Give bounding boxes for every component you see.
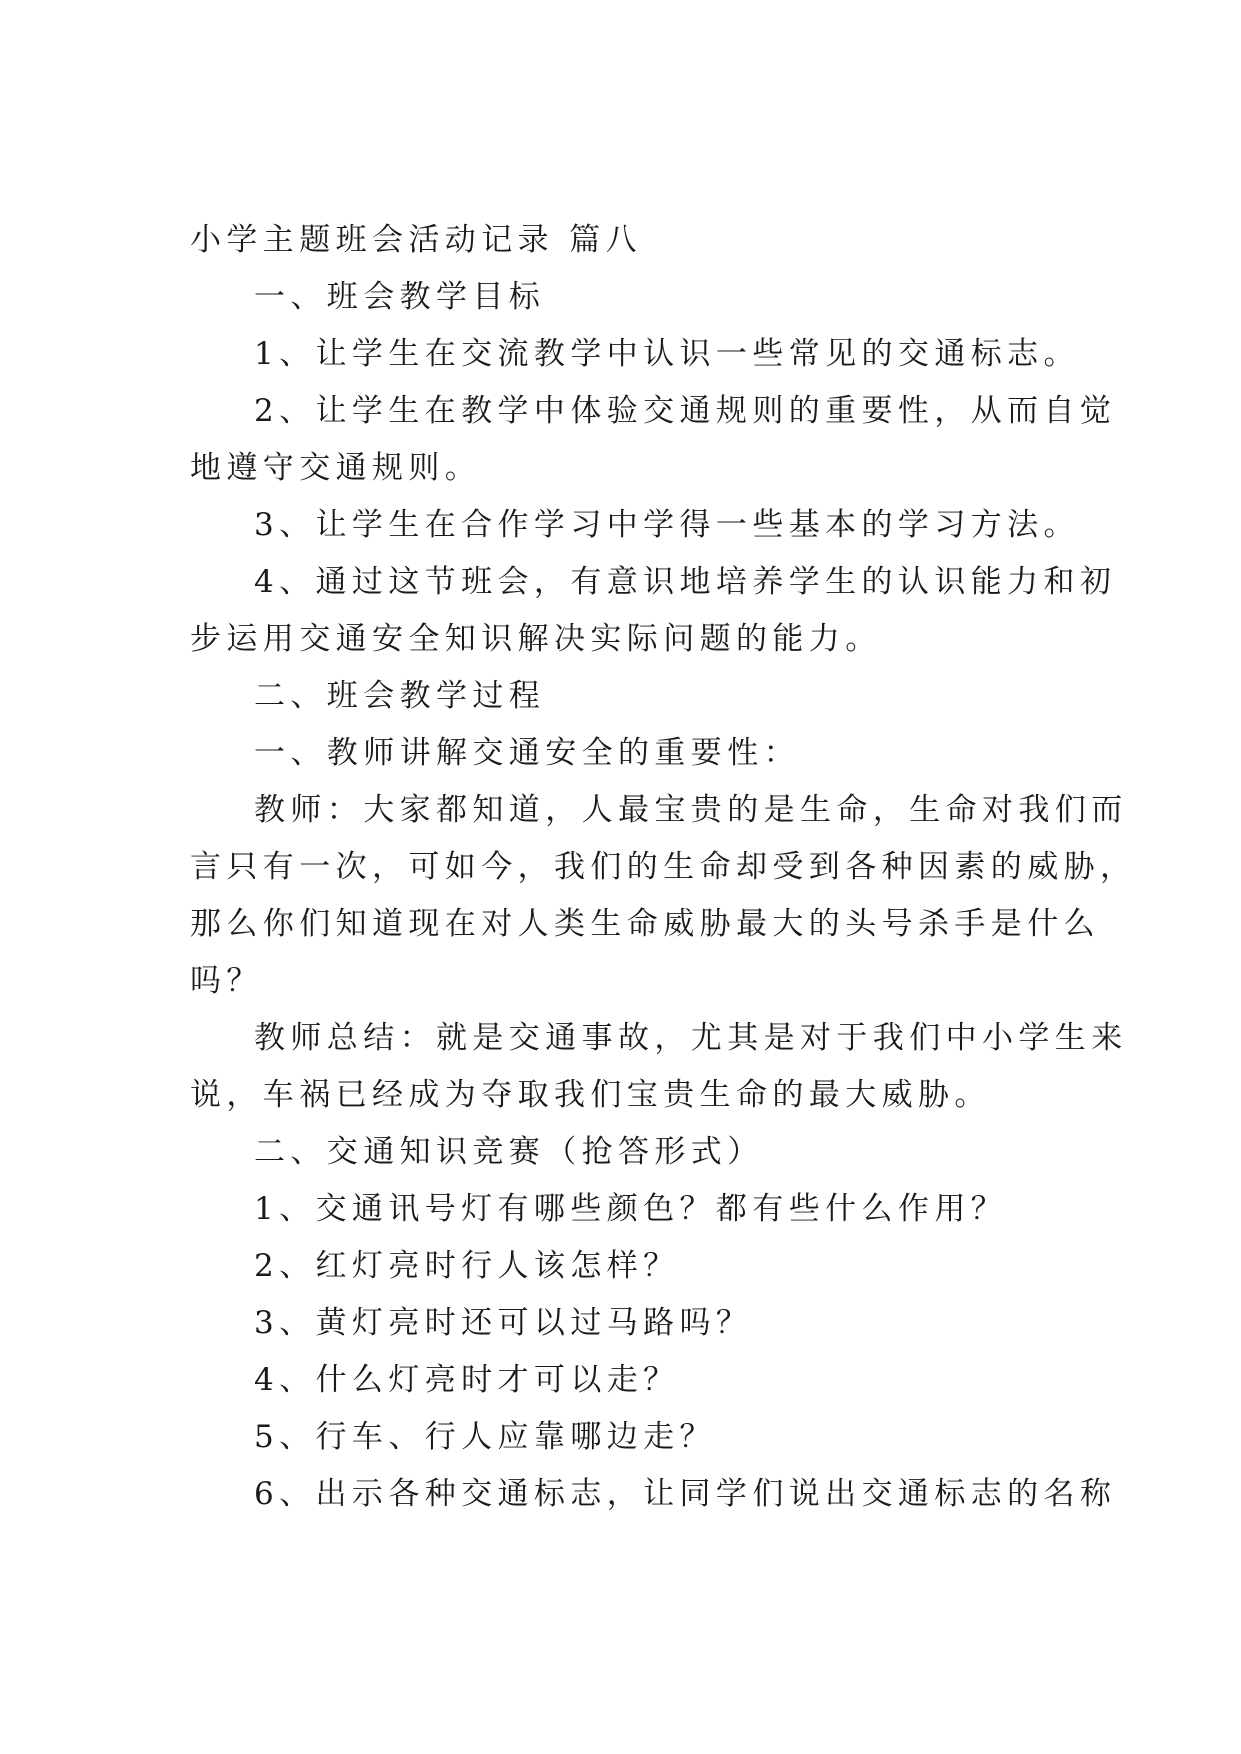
list-item: 1、交通讯号灯有哪些颜色？都有些什么作用？ xyxy=(254,1191,1008,1227)
paragraph-line: 说，车祸已经成为夺取我们宝贵生命的最大威胁。 xyxy=(190,1077,991,1113)
section-heading: 一、班会教学目标 xyxy=(254,279,546,315)
list-item: 2、红灯亮时行人该怎样？ xyxy=(254,1248,680,1284)
section-heading: 二、班会教学过程 xyxy=(254,678,546,714)
document-title: 小学主题班会活动记录 篇八 xyxy=(190,222,643,258)
document-body xyxy=(190,212,1137,1523)
paragraph-line: 言只有一次，可如今，我们的生命却受到各种因素的威胁， xyxy=(190,849,1137,885)
paragraph-line: 教师：大家都知道，人最宝贵的是生命，生命对我们而 xyxy=(254,792,1128,828)
paragraph-line: 2、让学生在教学中体验交通规则的重要性，从而自觉 xyxy=(254,393,1117,429)
paragraph-line: 步运用交通安全知识解决实际问题的能力。 xyxy=(190,621,882,657)
paragraph-line: 4、通过这节班会，有意识地培养学生的认识能力和初 xyxy=(254,564,1117,600)
paragraph-line: 3、让学生在合作学习中学得一些基本的学习方法。 xyxy=(254,507,1080,543)
paragraph-line: 教师总结：就是交通事故，尤其是对于我们中小学生来 xyxy=(254,1020,1128,1056)
list-item: 3、黄灯亮时还可以过马路吗？ xyxy=(254,1305,753,1341)
paragraph-line: 1、让学生在交流教学中认识一些常见的交通标志。 xyxy=(254,336,1080,372)
list-item: 6、出示各种交通标志，让同学们说出交通标志的名称 xyxy=(254,1476,1117,1512)
paragraph-line: 地遵守交通规则。 xyxy=(190,450,482,486)
subsection-heading: 一、教师讲解交通安全的重要性： xyxy=(254,735,800,771)
paragraph-line: 吗？ xyxy=(190,963,263,999)
list-item: 4、什么灯亮时才可以走？ xyxy=(254,1362,680,1398)
list-item: 5、行车、行人应靠哪边走？ xyxy=(254,1419,716,1455)
subsection-heading: 二、交通知识竞赛（抢答形式） xyxy=(254,1134,764,1170)
paragraph-line: 那么你们知道现在对人类生命威胁最大的头号杀手是什么 xyxy=(190,906,1100,942)
